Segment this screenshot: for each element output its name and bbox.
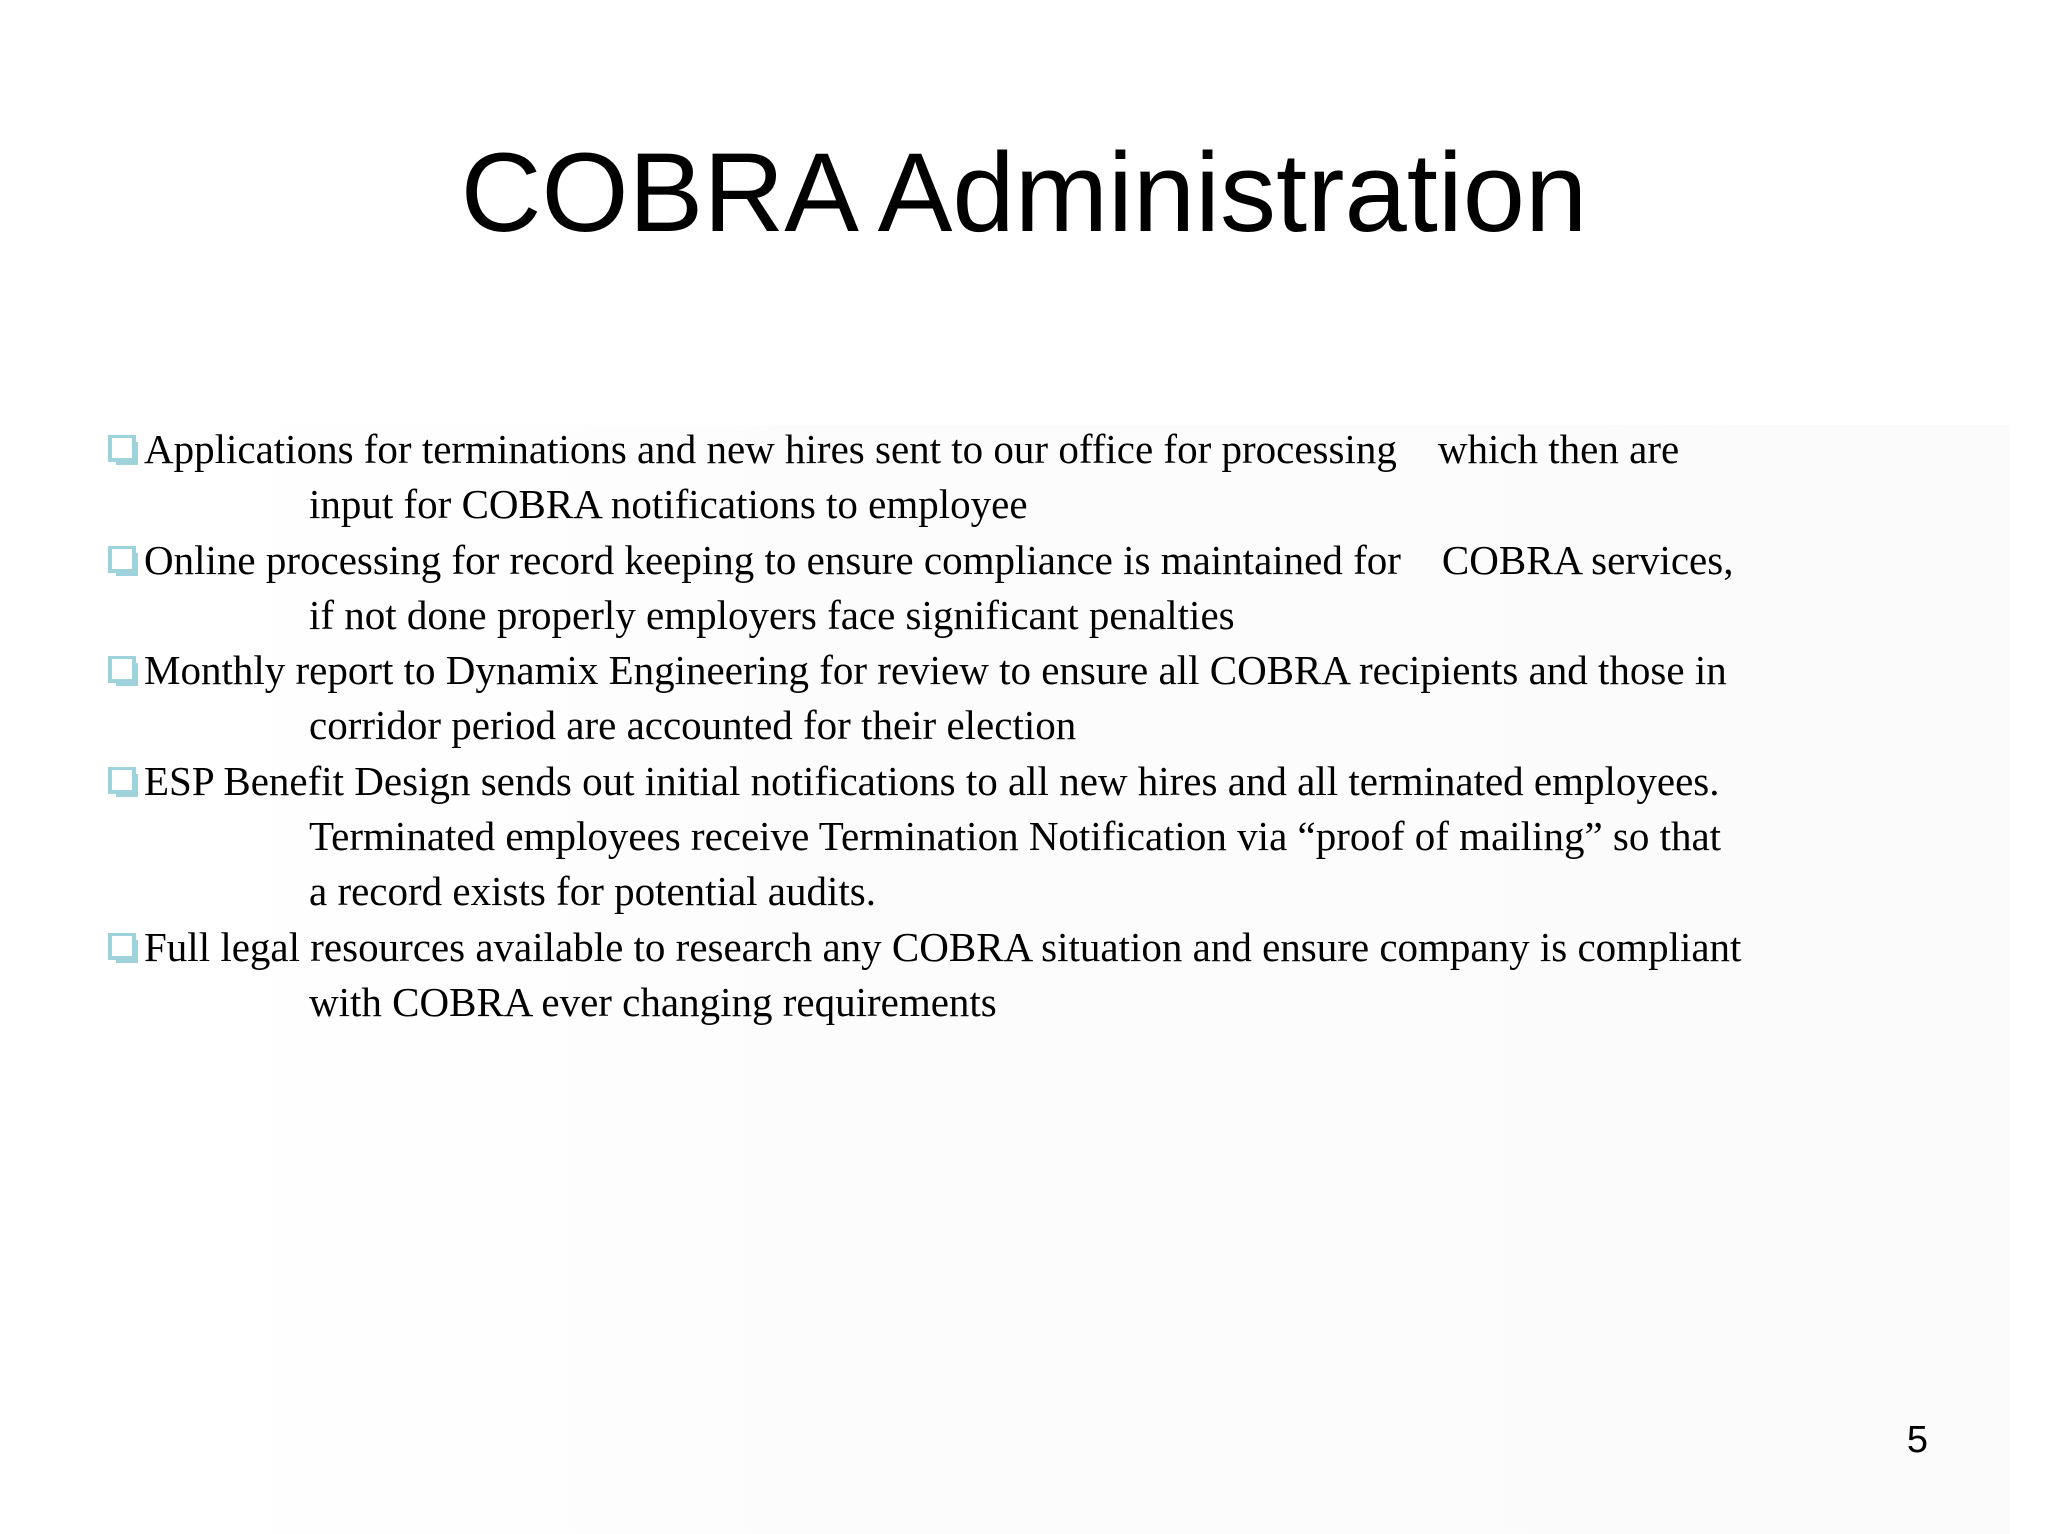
slide-title: COBRA Administration <box>460 130 1588 255</box>
hollow-square-bullet-icon <box>108 546 138 577</box>
bullet-list <box>108 422 1988 1030</box>
bullet-text-line: Applications for terminations and new hires sent to our office for processing which then are <box>144 426 1680 472</box>
bullet-item <box>108 533 1988 644</box>
bullet-text-line: Monthly report to Dynamix Engineering for review to ensure all COBRA recipients and those in <box>144 647 1727 694</box>
hollow-square-bullet-icon <box>108 435 138 466</box>
bullet-item <box>108 920 1988 1031</box>
bullet-text-line: with COBRA ever changing requirements <box>309 978 997 1025</box>
bullet-text-line: Terminated employees receive Termination Notification via “proof of mailing” so that <box>309 813 1722 860</box>
bullet-text-line: Online processing for record keeping to ensure compliance is maintained for COBRA services, <box>144 536 1734 583</box>
bullet-item <box>108 643 1988 754</box>
page-number: 5 <box>1906 1419 1928 1461</box>
bullet-text-line: if not done properly employers face significant penalties <box>309 591 1235 638</box>
hollow-square-bullet-icon <box>108 656 138 687</box>
hollow-square-bullet-icon <box>108 933 138 964</box>
bullet-item <box>108 422 1988 533</box>
bullet-text-line: corridor period are accounted for their election <box>309 702 1077 749</box>
bullet-item <box>108 754 1988 920</box>
bullet-text-line: Full legal resources available to research any COBRA situation and ensure company is compliant <box>144 923 1742 970</box>
bullet-text-line: input for COBRA notifications to employee <box>309 481 1028 528</box>
bullet-text-line: a record exists for potential audits. <box>309 868 876 915</box>
bullet-text-line: ESP Benefit Design sends out initial notifications to all new hires and all terminated employees. <box>144 757 1720 804</box>
hollow-square-bullet-icon <box>108 767 138 798</box>
